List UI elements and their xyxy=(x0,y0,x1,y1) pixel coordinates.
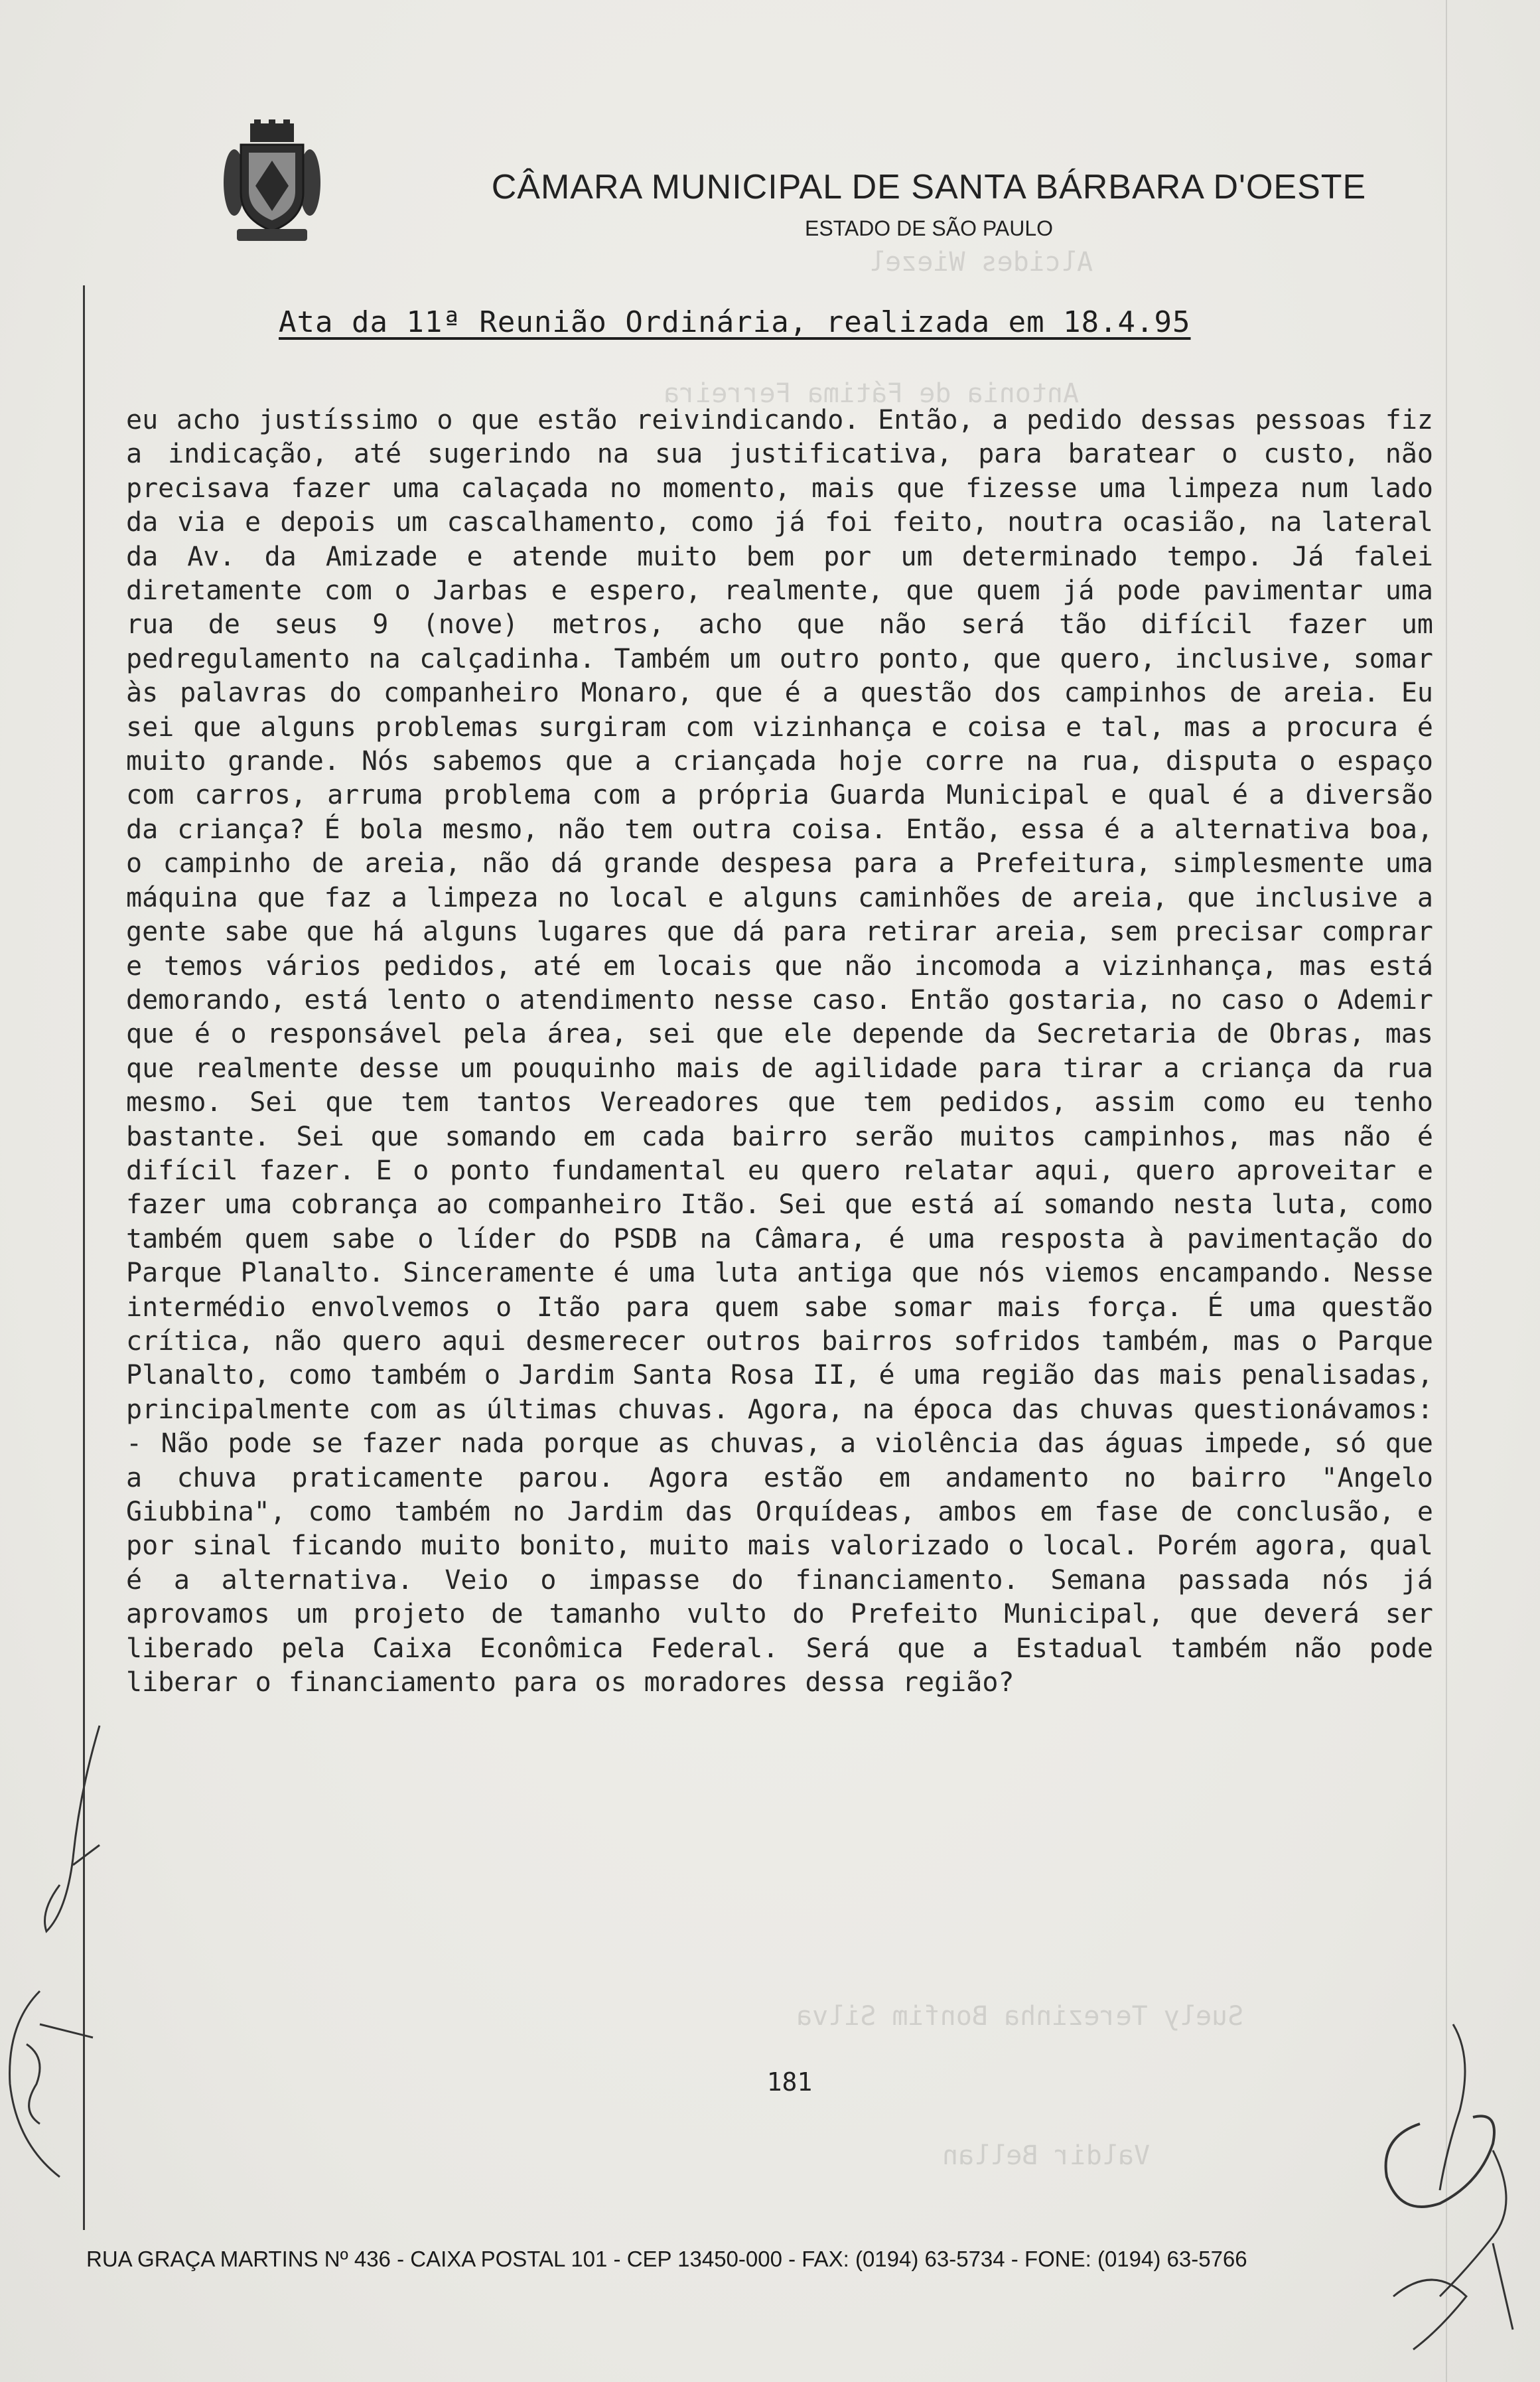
left-margin-rule xyxy=(83,285,85,2230)
page-number: 181 xyxy=(766,2067,813,2097)
minutes-body xyxy=(126,404,1433,1700)
page-edge-shadow xyxy=(1446,0,1447,2382)
bleed-through-name: Antonia de Fátima Ferreira xyxy=(664,378,1080,409)
minutes-title: Ata da 11ª Reunião Ordinária, realizada em 18.4.95 xyxy=(279,305,1191,339)
letterhead xyxy=(464,167,1393,241)
bleed-through-name: Valdir Bellan xyxy=(942,2140,1151,2171)
footer-address: RUA GRAÇA MARTINS Nº 436 - CAIXA POSTAL 101 - CEP 13450-000 - FAX: (0194) 63-5734 - FONE: (0194) 63-5766 xyxy=(86,2247,1247,2271)
municipal-crest-icon xyxy=(222,119,322,246)
bleed-through-name: Alcides Wiezel xyxy=(869,247,1093,277)
letterhead-subtitle: ESTADO DE SÃO PAULO xyxy=(804,216,1053,240)
bleed-through-name: Suely Terezinha Bonfim Silva xyxy=(796,2001,1244,2032)
letterhead-title: CÂMARA MUNICIPAL DE SANTA BÁRBARA D'OESTE xyxy=(491,168,1367,206)
body-paragraph: eu acho justíssimo o que estão reivindicando. Então, a pedido dessas pessoas fiz a indicação, até sugerindo na sua justificativa, para baratear o custo, não precisava fazer uma calaçada no momento, mais que fizesse uma limpeza num lado da via e depois um cascalhamento, como já foi feito, noutra ocasião, na lateral da Av. da Amizade e atende muito bem por um determinado tempo. Já falei diretamente com o Jarbas e espero, realmente, que quem já pode pavimentar uma rua de seus 9 (nove) metros, acho que não será tão difícil fazer um pedregulamento na calçadinha. Também um outro ponto, que quero, inclusive, somar às palavras do companheiro Monaro, que é a questão dos campinhos de areia. Eu sei que alguns problemas surgiram com vizinhança e coisa e tal, mas a procura é muito grande. Nós sabemos que a criançada hoje corre na rua, disputa o espaço com carros, arruma problema com a própria Guarda Municipal e qual é a diversão da criança? É bola mesmo, não tem outra coisa. Então, essa é a alternativa boa, o campinho de areia, não dá grande despesa para a Prefeitura, simplesmente uma máquina que faz a limpeza no local e alguns caminhões de areia, que inclusive a gente sabe que há alguns lugares que dá para retirar areia, sem precisar comprar e temos vários pedidos, até em locais que não incomoda a vizinhança, mas está demorando, está lento o atendimento nesse caso. Então gostaria, no caso o Ademir que é o responsável pela área, sei que ele depende da Secretaria de Obras, mas que realmente desse um pouquinho mais de agilidade para tirar a criança da rua mesmo. Sei que tem tantos Vereadores que tem pedidos, assim como eu tenho bastante. Sei que somando em cada bairro serão muitos campinhos, mas não é difícil fazer. E o ponto fundamental eu quero relatar aqui, quero aproveitar e fazer uma cobrança ao companheiro Itão. Sei que está aí somando nesta luta, como também quem sabe o líder do PSDB na Câmara, é uma resposta à pavimentação do Parque Planalto. Sinceramente é uma luta antiga que nós viemos encampando. Nesse intermédio envolvemos o Itão para quem sabe somar mais força. É uma questão crítica, não quero aqui desmerecer outros bairros sofridos também, mas o Parque Planalto, como também o Jardim Santa Rosa II, é uma região das mais penalisadas, principalmente com as últimas chuvas. Agora, na época das chuvas questionávamos: - Não pode se fazer nada porque as chuvas, a violência das águas impede, só que a chuva praticamente parou. Agora estão em andamento no bairro "Angelo Giubbina", como também no Jardim das Orquídeas, ambos em fase de conclusão, e por sinal ficando muito bonito, muito mais valorizado o local. Porém agora, qual é a alternativa. Veio o impasse do financiamento. Semana passada nós já aprovamos um projeto de tamanho vulto do Prefeito Municipal, que deverá ser liberado pela Caixa Econômica Federal. Será que a Estadual também não pode liberar o financiamento para os moradores dessa região? xyxy=(126,405,1433,1698)
